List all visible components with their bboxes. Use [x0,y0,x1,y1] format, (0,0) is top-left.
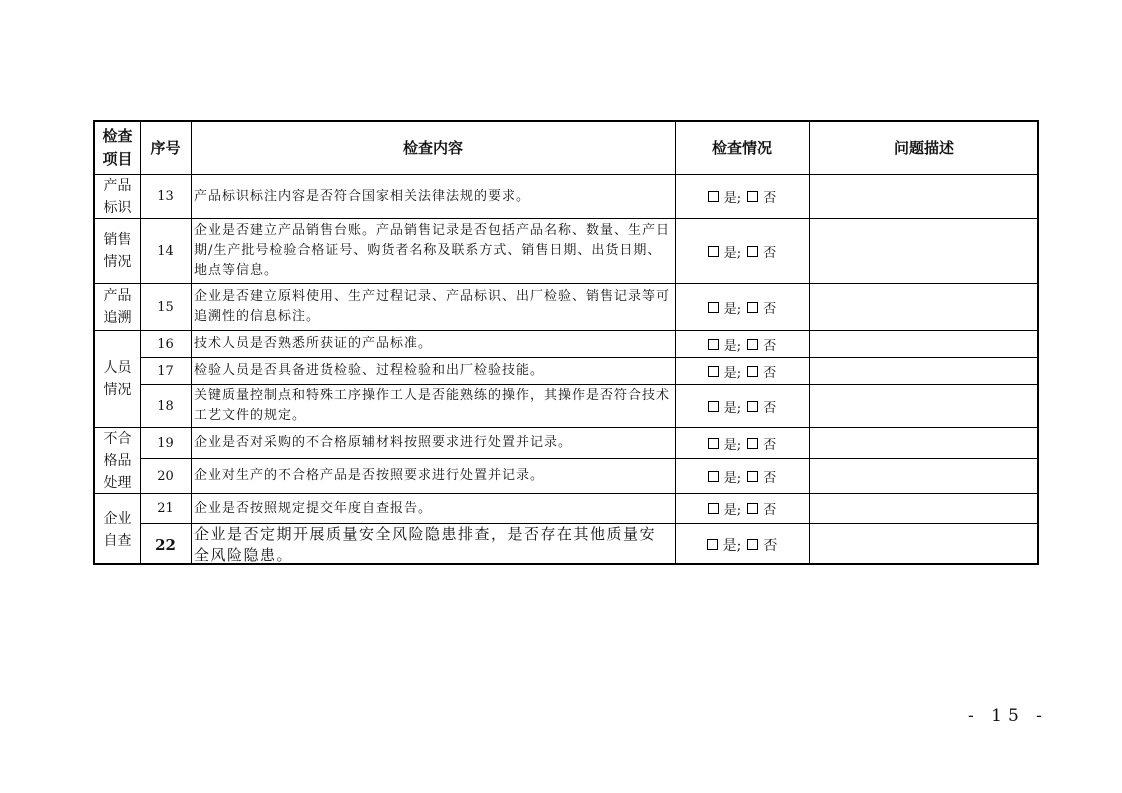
row-issue[interactable] [809,427,1039,458]
row-status[interactable]: 是; 否 [675,384,809,427]
checkbox-no[interactable] [747,246,758,257]
row-number: 17 [140,357,191,384]
category-cell: 产品标识 [95,174,140,218]
row-number: 20 [140,458,191,493]
category-cell: 人员情况 [95,330,140,427]
row-status[interactable]: 是; 否 [675,427,809,458]
checkbox-no[interactable] [747,302,758,313]
inspection-table [93,120,1039,565]
category-cell: 企业自查 [95,493,140,565]
category-cell: 销售情况 [95,218,140,283]
checkbox-no[interactable] [747,401,758,412]
page-number: - 15 - [968,706,1048,726]
row-issue[interactable] [809,357,1039,384]
row-content: 企业是否建立原料使用、生产过程记录、产品标识、出厂检验、销售记录等可追溯性的信息标注。 [191,283,675,330]
row-status[interactable]: 是; 否 [675,458,809,493]
row-issue[interactable] [809,384,1039,427]
row-status[interactable]: 是; 否 [675,330,809,357]
checkbox-yes[interactable] [708,471,719,482]
row-status[interactable]: 是; 否 [675,493,809,523]
checkbox-yes[interactable] [708,339,719,350]
row-status[interactable]: 是; 否 [675,174,809,218]
row-content: 企业是否定期开展质量安全风险隐患排查，是否存在其他质量安全风险隐患。 [191,523,675,565]
checkbox-no[interactable] [747,438,758,449]
row-content: 关键质量控制点和特殊工序操作工人是否能熟练的操作，其操作是否符合技术工艺文件的规定。 [191,384,675,427]
checkbox-no[interactable] [747,366,758,377]
header-issue: 问题描述 [893,138,954,157]
header-content: 检查内容 [402,138,463,157]
row-number: 18 [140,384,191,427]
row-issue[interactable] [809,283,1039,330]
checkbox-no[interactable] [747,539,758,550]
checkbox-yes[interactable] [708,366,719,377]
checkbox-yes[interactable] [708,503,719,514]
row-number: 22 [140,523,191,565]
row-content: 技术人员是否熟悉所获证的产品标准。 [191,330,675,357]
checkbox-yes[interactable] [708,401,719,412]
row-number: 21 [140,493,191,523]
row-issue[interactable] [809,174,1039,218]
row-number: 15 [140,283,191,330]
row-issue[interactable] [809,458,1039,493]
row-issue[interactable] [809,218,1039,283]
row-number: 14 [140,218,191,283]
row-status[interactable]: 是; 否 [675,523,809,565]
row-issue[interactable] [809,523,1039,565]
row-content: 企业对生产的不合格产品是否按照要求进行处置并记录。 [191,458,675,493]
row-content: 检验人员是否具备进货检验、过程检验和出厂检验技能。 [191,357,675,384]
row-content: 企业是否对采购的不合格原辅材料按照要求进行处置并记录。 [191,427,675,458]
checkbox-no[interactable] [747,339,758,350]
header-status: 检查情况 [711,138,772,157]
row-number: 13 [140,174,191,218]
checkbox-no[interactable] [747,191,758,202]
row-content: 企业是否建立产品销售台账。产品销售记录是否包括产品名称、数量、生产日期/生产批号检验合格证号、购货者名称及联系方式、销售日期、出货日期、地点等信息。 [191,218,675,283]
row-issue[interactable] [809,330,1039,357]
row-number: 16 [140,330,191,357]
row-number: 19 [140,427,191,458]
row-status[interactable]: 是; 否 [675,218,809,283]
checkbox-no[interactable] [747,503,758,514]
checkbox-no[interactable] [747,471,758,482]
header-number: 序号 [150,138,181,157]
row-status[interactable]: 是; 否 [675,283,809,330]
checkbox-yes[interactable] [708,191,719,202]
category-cell: 不合格品处理 [95,427,140,493]
category-cell: 产品追溯 [95,283,140,330]
header-category: 检查项目 [102,127,133,168]
checkbox-yes[interactable] [708,302,719,313]
checkbox-yes[interactable] [707,539,718,550]
row-content: 产品标识标注内容是否符合国家相关法律法规的要求。 [191,174,675,218]
row-issue[interactable] [809,493,1039,523]
row-status[interactable]: 是; 否 [675,357,809,384]
checkbox-yes[interactable] [708,438,719,449]
checkbox-yes[interactable] [708,246,719,257]
row-content: 企业是否按照规定提交年度自查报告。 [191,493,675,523]
